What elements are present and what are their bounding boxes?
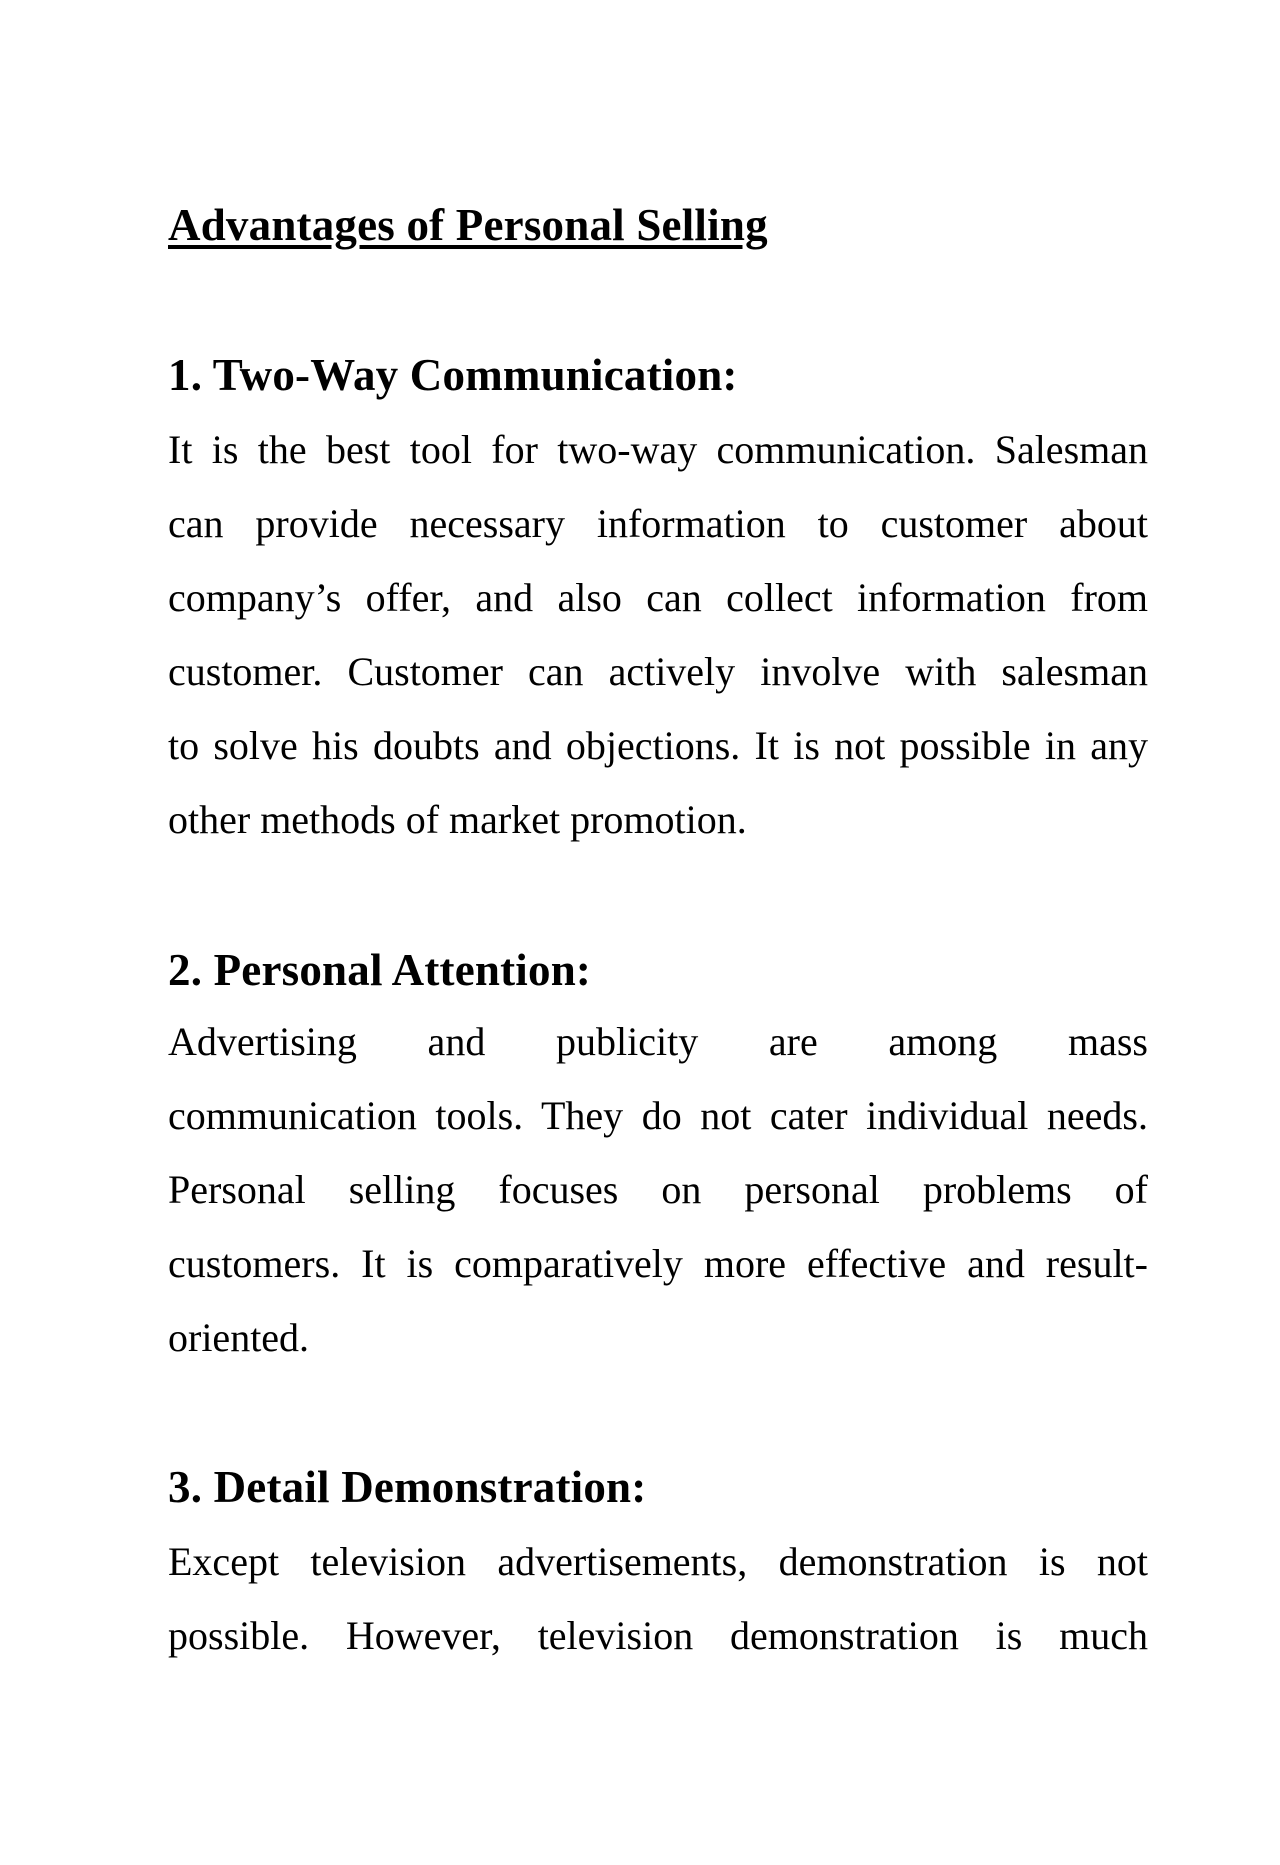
body-line: company’s offer, and also can collect information from	[168, 575, 1148, 620]
body-line: Advertising and publicity are among mass	[168, 1019, 1148, 1064]
body-line: Except television advertisements, demonstration is not	[168, 1539, 1148, 1584]
paragraph-two-way-communication	[168, 413, 1148, 857]
body-line: can provide necessary information to customer about	[168, 501, 1148, 546]
body-line: Personal selling focuses on personal problems of	[168, 1167, 1148, 1212]
body-line: possible. However, television demonstration is much	[168, 1613, 1148, 1658]
body-line: customers. It is comparatively more effective and result-	[168, 1241, 1148, 1286]
section-heading-personal-attention: 2. Personal Attention:	[168, 945, 592, 995]
body-line: oriented.	[168, 1315, 310, 1360]
body-line: to solve his doubts and objections. It is not possible in any	[168, 723, 1148, 768]
body-line: customer. Customer can actively involve with salesman	[168, 649, 1148, 694]
section-heading-two-way-communication: 1. Two-Way Communication:	[168, 350, 738, 400]
document-title: Advantages of Personal Selling	[168, 200, 768, 250]
body-line: other methods of market promotion.	[168, 797, 747, 842]
paragraph-personal-attention	[168, 1005, 1148, 1375]
body-line: It is the best tool for two-way communication. Salesman	[168, 427, 1148, 472]
paragraph-detail-demonstration	[168, 1525, 1148, 1673]
section-heading-detail-demonstration: 3. Detail Demonstration:	[168, 1462, 647, 1512]
body-line: communication tools. They do not cater individual needs.	[168, 1093, 1148, 1138]
